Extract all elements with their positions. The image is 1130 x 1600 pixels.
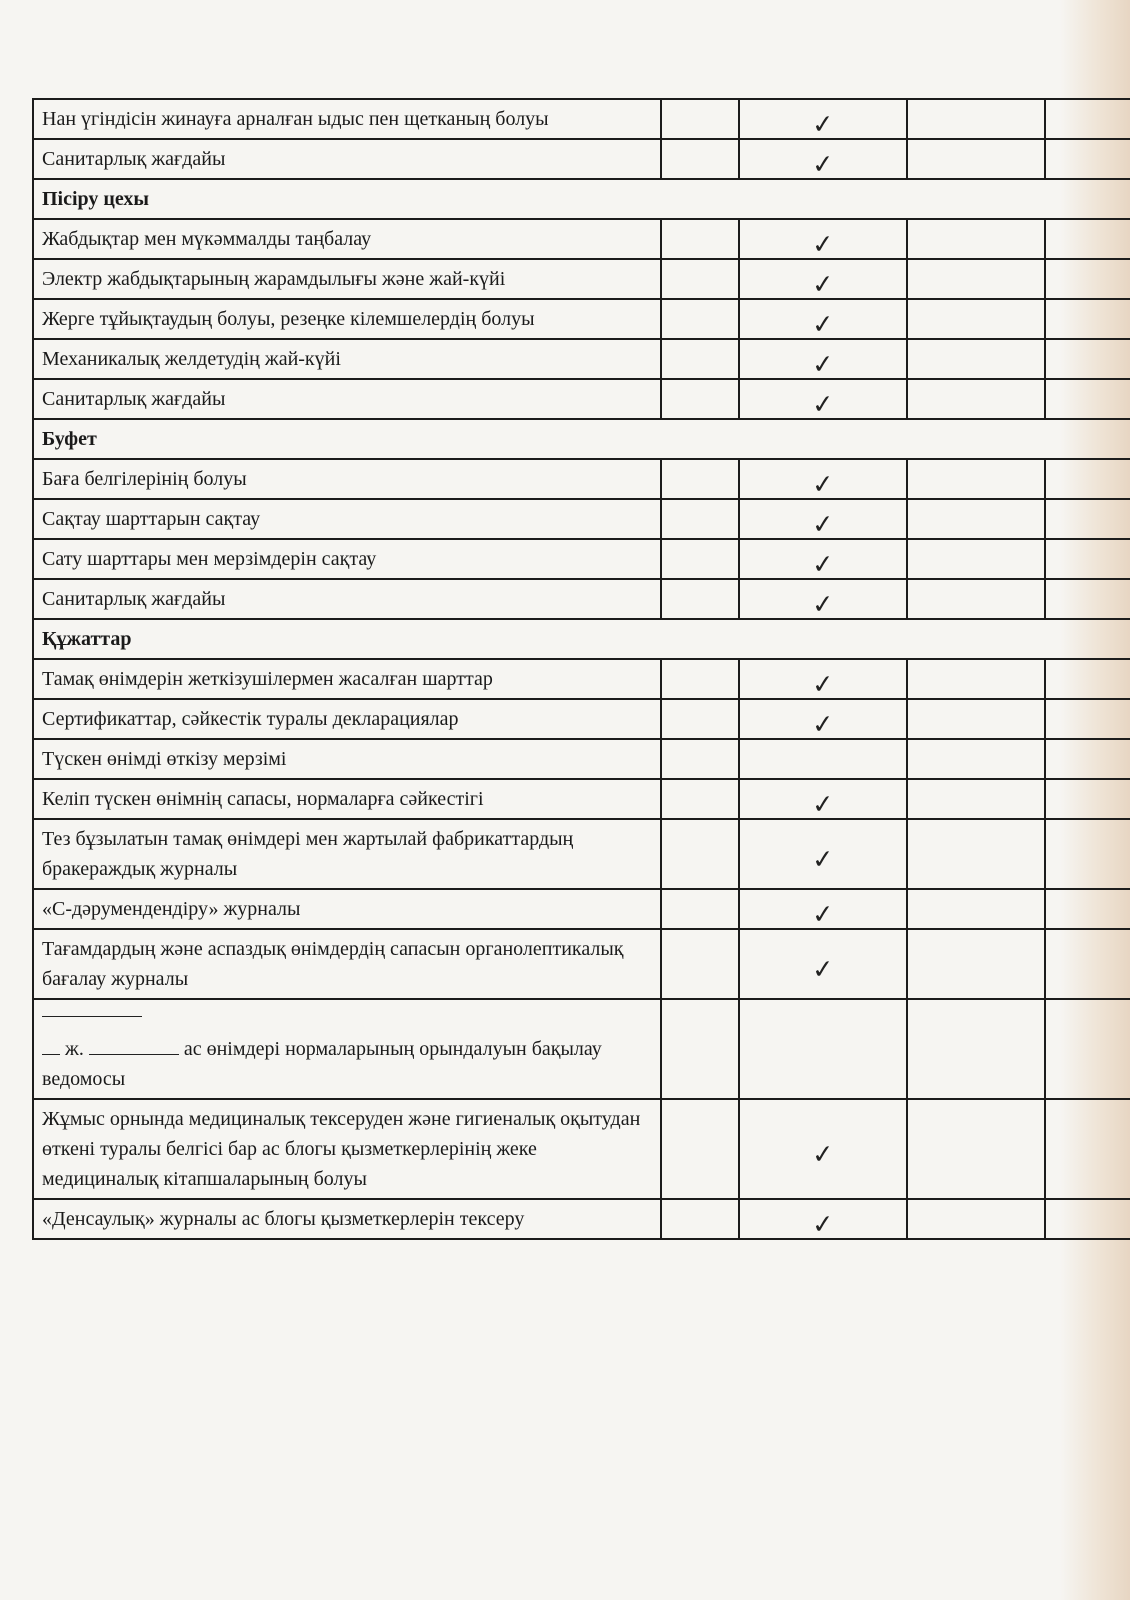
checklist-cell-empty — [661, 259, 739, 299]
checklist-row — [33, 819, 1130, 889]
section-title: Пісіру цехы — [33, 179, 1130, 219]
checklist-cell-empty — [1045, 999, 1130, 1099]
checklist-cell-empty — [907, 889, 1045, 929]
checklist-item-text: Баға белгілерінің болуы — [33, 459, 661, 499]
checklist-cell-empty — [661, 499, 739, 539]
checklist-cell-empty — [1045, 889, 1130, 929]
checklist-cell-mark — [739, 779, 907, 819]
checklist-row — [33, 299, 1130, 339]
inspection-checklist-table — [32, 98, 1130, 1240]
handwritten-check-icon: ✓ — [811, 589, 835, 621]
section-header-row — [33, 179, 1130, 219]
handwritten-check-icon: ✓ — [811, 109, 835, 141]
checklist-item-text: Санитарлық жағдайы — [33, 579, 661, 619]
checklist-item-text: «Денсаулық» журналы ас блогы қызметкерлерін тексеру — [33, 1199, 661, 1239]
checklist-row — [33, 219, 1130, 259]
handwritten-check-icon: ✓ — [811, 549, 835, 581]
checklist-item-text: Түскен өнімді өткізу мерзімі — [33, 739, 661, 779]
checklist-cell-empty — [907, 339, 1045, 379]
checklist-cell-mark — [739, 699, 907, 739]
handwritten-check-icon: ✓ — [811, 954, 835, 986]
checklist-cell-empty — [907, 219, 1045, 259]
checklist-row — [33, 1099, 1130, 1199]
handwritten-check-icon: ✓ — [811, 469, 835, 501]
checklist-cell-empty — [907, 459, 1045, 499]
checklist-cell-empty — [661, 139, 739, 179]
checklist-row — [33, 1199, 1130, 1239]
checklist-cell-empty — [1045, 739, 1130, 779]
checklist-row — [33, 539, 1130, 579]
checklist-cell-empty — [661, 539, 739, 579]
checklist-cell-empty — [907, 299, 1045, 339]
checklist-item-text — [33, 999, 661, 1099]
checklist-cell-mark — [739, 139, 907, 179]
checklist-cell-mark — [739, 999, 907, 1099]
checklist-item-text: Тамақ өнімдерін жеткізушілермен жасалған шарттар — [33, 659, 661, 699]
blank-fill-line — [89, 1054, 179, 1055]
checklist-item-text: Санитарлық жағдайы — [33, 139, 661, 179]
checklist-cell-empty — [907, 929, 1045, 999]
checklist-item-text: Сақтау шарттарын сақтау — [33, 499, 661, 539]
checklist-cell-empty — [1045, 379, 1130, 419]
checklist-item-text: Жабдықтар мен мүкәммалды таңбалау — [33, 219, 661, 259]
handwritten-check-icon: ✓ — [811, 309, 835, 341]
handwritten-check-icon: ✓ — [811, 229, 835, 261]
checklist-cell-empty — [1045, 659, 1130, 699]
checklist-row — [33, 779, 1130, 819]
handwritten-check-icon: ✓ — [811, 844, 835, 876]
blank-suffix-text: ас өнімдері нормаларының орындалуын бақылау ведомосы — [42, 1038, 602, 1090]
checklist-row — [33, 999, 1130, 1099]
checklist-cell-mark — [739, 1099, 907, 1199]
checklist-row — [33, 459, 1130, 499]
checklist-cell-empty — [661, 99, 739, 139]
checklist-cell-empty — [907, 1199, 1045, 1239]
checklist-cell-empty — [661, 219, 739, 259]
checklist-item-text: «С-дәрумендендіру» журналы — [33, 889, 661, 929]
handwritten-check-icon: ✓ — [811, 389, 835, 421]
checklist-cell-mark — [739, 929, 907, 999]
checklist-cell-mark — [739, 99, 907, 139]
checklist-cell-empty — [907, 659, 1045, 699]
checklist-cell-empty — [1045, 579, 1130, 619]
checklist-item-text: Тез бұзылатын тамақ өнімдері мен жартылай фабрикаттардың бракераждық журналы — [33, 819, 661, 889]
checklist-cell-empty — [661, 379, 739, 419]
checklist-cell-empty — [661, 999, 739, 1099]
checklist-row — [33, 339, 1130, 379]
checklist-cell-empty — [661, 1199, 739, 1239]
checklist-cell-empty — [907, 379, 1045, 419]
checklist-cell-empty — [1045, 219, 1130, 259]
blank-prefix-text: ж. — [65, 1038, 84, 1060]
checklist-row — [33, 579, 1130, 619]
checklist-cell-mark — [739, 219, 907, 259]
checklist-cell-mark — [739, 259, 907, 299]
checklist-cell-empty — [661, 299, 739, 339]
checklist-item-text: Жұмыс орнында медициналық тексеруден және гигиеналық оқытудан өткені туралы белгісі бар ас блогы қызметкерлерінің жеке медициналық кітапшаларының болуы — [33, 1099, 661, 1199]
checklist-cell-empty — [661, 339, 739, 379]
checklist-cell-mark — [739, 1199, 907, 1239]
checklist-cell-mark — [739, 499, 907, 539]
checklist-cell-empty — [1045, 99, 1130, 139]
checklist-cell-empty — [661, 459, 739, 499]
checklist-cell-mark — [739, 579, 907, 619]
checklist-body — [33, 99, 1130, 1239]
checklist-cell-empty — [907, 499, 1045, 539]
section-title: Буфет — [33, 419, 1130, 459]
blank-fill-line — [42, 1054, 60, 1055]
checklist-cell-empty — [907, 99, 1045, 139]
checklist-row — [33, 659, 1130, 699]
checklist-cell-mark — [739, 819, 907, 889]
checklist-cell-empty — [907, 1099, 1045, 1199]
checklist-item-text: Электр жабдықтарының жарамдылығы және жай-күйі — [33, 259, 661, 299]
handwritten-check-icon: ✓ — [811, 269, 835, 301]
handwritten-check-icon: ✓ — [811, 669, 835, 701]
checklist-item-text: Сертификаттар, сәйкестік туралы декларациялар — [33, 699, 661, 739]
checklist-cell-empty — [907, 139, 1045, 179]
checklist-cell-empty — [1045, 139, 1130, 179]
checklist-cell-empty — [1045, 259, 1130, 299]
checklist-row — [33, 739, 1130, 779]
checklist-cell-empty — [1045, 459, 1130, 499]
checklist-cell-empty — [661, 739, 739, 779]
checklist-cell-empty — [907, 739, 1045, 779]
handwritten-check-icon: ✓ — [811, 509, 835, 541]
checklist-cell-empty — [907, 539, 1045, 579]
checklist-cell-empty — [661, 889, 739, 929]
checklist-row — [33, 699, 1130, 739]
blank-fill-line — [42, 1015, 142, 1017]
checklist-cell-empty — [661, 929, 739, 999]
checklist-cell-empty — [907, 779, 1045, 819]
checklist-cell-mark — [739, 379, 907, 419]
checklist-cell-empty — [1045, 779, 1130, 819]
checklist-item-text: Нан үгіндісін жинауға арналған ыдыс пен щетканың болуы — [33, 99, 661, 139]
checklist-cell-empty — [1045, 1099, 1130, 1199]
handwritten-check-icon: ✓ — [811, 899, 835, 931]
checklist-item-text: Жерге тұйықтаудың болуы, резеңке кілемшелердің болуы — [33, 299, 661, 339]
checklist-item-text: Келіп түскен өнімнің сапасы, нормаларға сәйкестігі — [33, 779, 661, 819]
checklist-cell-empty — [661, 659, 739, 699]
checklist-item-text: Сату шарттары мен мерзімдерін сақтау — [33, 539, 661, 579]
checklist-row — [33, 499, 1130, 539]
checklist-sheet — [32, 98, 1082, 1240]
handwritten-check-icon: ✓ — [811, 1209, 835, 1241]
handwritten-check-icon: ✓ — [811, 789, 835, 821]
checklist-cell-empty — [1045, 699, 1130, 739]
checklist-row — [33, 889, 1130, 929]
checklist-row — [33, 929, 1130, 999]
checklist-item-text: Тағамдардың және аспаздық өнімдердің сапасын органолептикалық бағалау журналы — [33, 929, 661, 999]
checklist-item-text: Санитарлық жағдайы — [33, 379, 661, 419]
checklist-cell-empty — [1045, 299, 1130, 339]
checklist-item-text: Механикалық желдетудің жай-күйі — [33, 339, 661, 379]
checklist-cell-mark — [739, 339, 907, 379]
handwritten-check-icon: ✓ — [811, 1139, 835, 1171]
checklist-cell-mark — [739, 539, 907, 579]
checklist-cell-empty — [661, 1099, 739, 1199]
checklist-cell-mark — [739, 739, 907, 779]
checklist-cell-empty — [907, 699, 1045, 739]
checklist-cell-mark — [739, 299, 907, 339]
checklist-cell-empty — [1045, 1199, 1130, 1239]
handwritten-check-icon: ✓ — [811, 149, 835, 181]
checklist-cell-empty — [1045, 819, 1130, 889]
checklist-row — [33, 99, 1130, 139]
checklist-cell-empty — [661, 699, 739, 739]
checklist-cell-empty — [907, 819, 1045, 889]
checklist-row — [33, 139, 1130, 179]
checklist-cell-empty — [1045, 499, 1130, 539]
checklist-row — [33, 379, 1130, 419]
checklist-cell-empty — [661, 819, 739, 889]
checklist-cell-empty — [907, 579, 1045, 619]
checklist-cell-empty — [661, 779, 739, 819]
handwritten-check-icon: ✓ — [811, 709, 835, 741]
checklist-cell-mark — [739, 659, 907, 699]
checklist-cell-empty — [907, 999, 1045, 1099]
checklist-cell-empty — [907, 259, 1045, 299]
checklist-cell-mark — [739, 459, 907, 499]
handwritten-check-icon: ✓ — [811, 349, 835, 381]
checklist-cell-empty — [1045, 929, 1130, 999]
section-header-row — [33, 419, 1130, 459]
section-header-row — [33, 619, 1130, 659]
checklist-row — [33, 259, 1130, 299]
checklist-cell-empty — [1045, 539, 1130, 579]
checklist-cell-mark — [739, 889, 907, 929]
checklist-cell-empty — [1045, 339, 1130, 379]
section-title: Құжаттар — [33, 619, 1130, 659]
checklist-cell-empty — [661, 579, 739, 619]
